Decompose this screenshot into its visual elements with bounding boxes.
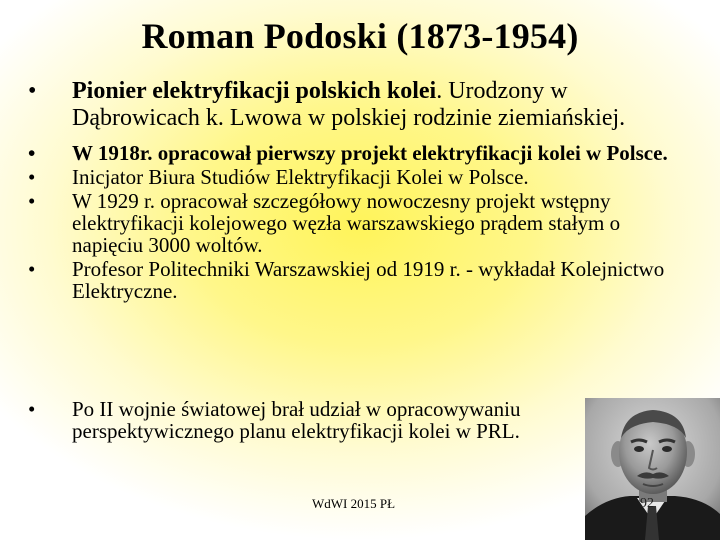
- bullet-text: Inicjator Biura Studiów Elektryfikacji Kolei w Polsce.: [72, 165, 529, 189]
- bullet-item: [26, 190, 696, 256]
- bullet-icon: •: [28, 189, 36, 213]
- bullet-bold-lead: Pionier elektryfikacji polskich kolei: [72, 78, 437, 104]
- bullet-text: W 1929 r. opracował szczegółowy nowoczesny projekt wstępny elektryfikacji kolejowego węzła warszawskiego prądem stałym o napięciu 3000 woltów.: [72, 189, 621, 257]
- footer-text: WdWI 2015 PŁ: [312, 496, 396, 511]
- bullet-text: Profesor Politechniki Warszawskiej od 1919 r. - wykładał Kolejnictwo Elektryczne.: [72, 257, 665, 303]
- bullet-item: [26, 398, 632, 442]
- bullet-icon: •: [28, 78, 37, 104]
- portrait-photo: [585, 398, 720, 540]
- bullet-icon: •: [28, 257, 36, 281]
- bullet-icon: •: [28, 165, 36, 189]
- bullet-icon: •: [28, 397, 36, 421]
- bullet-text: . Urodzony w Dąbrowicach k. Lwowa w polskiej rodzinie ziemiańskiej.: [72, 78, 626, 131]
- bullet-list: [26, 78, 696, 302]
- bullet-item: [26, 78, 696, 132]
- bullet-text: Po II wojnie światowej brał udział w opracowywaniu perspektywicznego planu elektryfikacji kolei w PRL.: [72, 397, 521, 443]
- bullet-item: [26, 166, 696, 188]
- bullet-text: W 1918r. opracował pierwszy projekt elektryfikacji kolei w Polsce.: [72, 141, 668, 165]
- slide-title: Roman Podoski (1873-1954): [141, 16, 579, 56]
- page-number: 92: [640, 496, 654, 511]
- bullet-icon: •: [28, 141, 36, 165]
- bullet-item: [26, 142, 696, 164]
- bullet-item: [26, 258, 696, 302]
